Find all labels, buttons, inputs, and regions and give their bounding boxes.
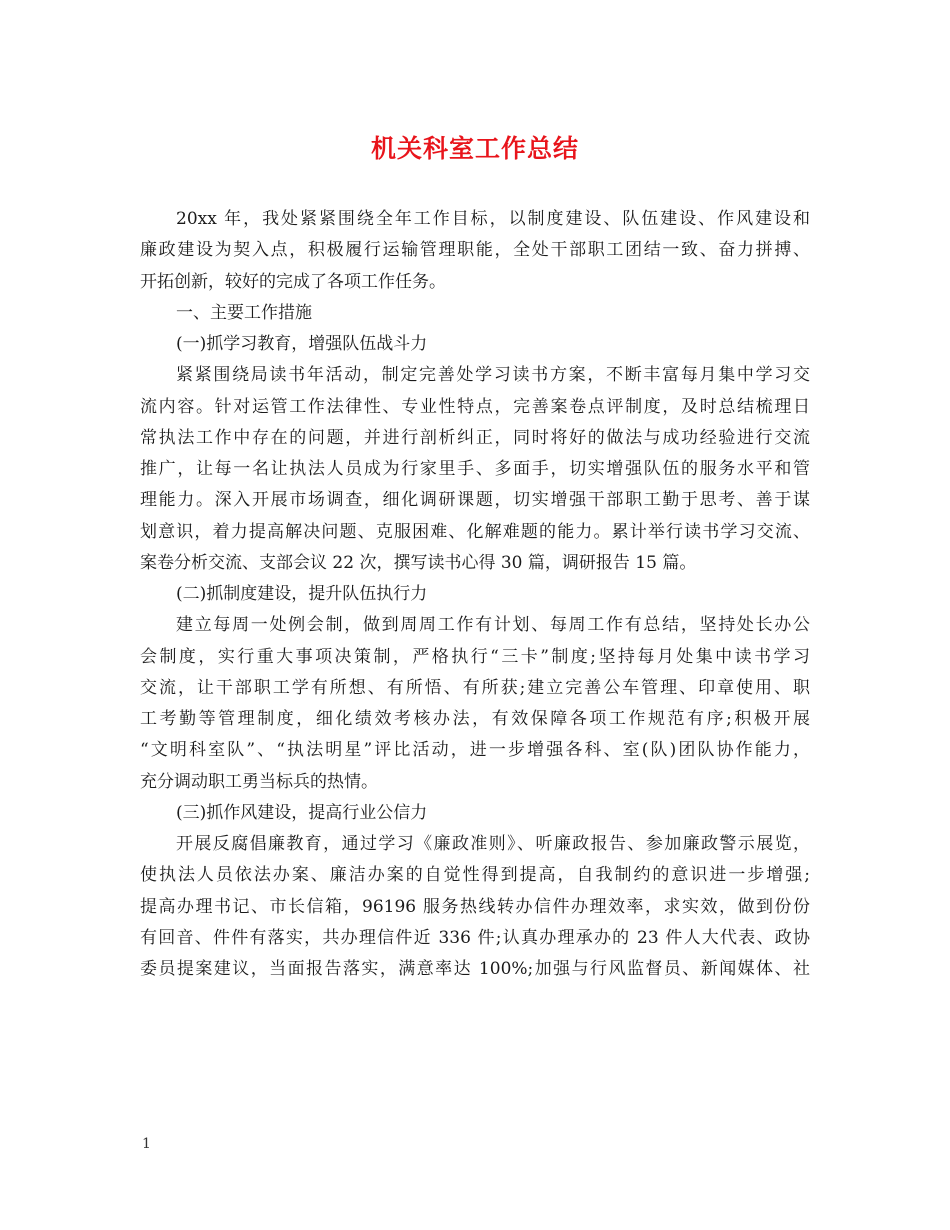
text-line: (三)抓作风建设，提高行业公信力 — [176, 802, 428, 823]
document-body — [140, 204, 810, 985]
text-line: 廉政建设为契入点，积极履行运输管理职能，全处干部职工团结一致、奋力拼搏、 — [140, 240, 810, 261]
text-line: 使执法人员依法办案、廉洁办案的自觉性得到提高，自我制约的意识进一步增强; — [140, 865, 810, 886]
page-number: 1 — [142, 1136, 151, 1152]
text-line: 流内容。针对运管工作法律性、专业性特点，完善案卷点评制度，及时总结梳理日 — [140, 396, 810, 417]
text-line: “文明科室队”、“执法明星”评比活动，进一步增强各科、室(队)团队协作能力， — [140, 740, 810, 761]
text-line: 提高办理书记、市长信箱，96196 服务热线转办信件办理效率，求实效，做到份份 — [140, 896, 810, 917]
text-line: 一、主要工作措施 — [176, 302, 312, 323]
text-line: 开拓创新，较好的完成了各项工作任务。 — [140, 271, 446, 292]
text-line: 20xx 年，我处紧紧围绕全年工作目标，以制度建设、队伍建设、作风建设和 — [176, 209, 810, 229]
text-line: (一)抓学习教育，增强队伍战斗力 — [176, 334, 428, 354]
text-line: 委员提案建议，当面报告落实，满意率达 100%;加强与行风监督员、新闻媒体、社 — [140, 959, 810, 979]
text-line: 充分调动职工勇当标兵的热情。 — [140, 771, 378, 792]
text-line: (二)抓制度建设，提升队伍执行力 — [176, 584, 428, 604]
text-line: 有回音、件件有落实，共办理信件近 336 件;认真办理承办的 23 件人大代表、政协 — [140, 927, 810, 948]
text-line: 理能力。深入开展市场调查，细化调研课题，切实增强干部职工勤于思考、善于谋 — [140, 490, 810, 511]
text-line: 交流，让干部职工学有所想、有所悟、有所获;建立完善公车管理、印章使用、职 — [140, 677, 810, 698]
text-line: 会制度，实行重大事项决策制，严格执行“三卡”制度;坚持每月处集中读书学习 — [140, 646, 810, 667]
text-line: 紧紧围绕局读书年活动，制定完善处学习读书方案，不断丰富每月集中学习交 — [176, 365, 810, 386]
text-line: 划意识，着力提高解决问题、克服困难、化解难题的能力。累计举行读书学习交流、 — [140, 521, 810, 542]
text-line: 工考勤等管理制度，细化绩效考核办法，有效保障各项工作规范有序;积极开展 — [140, 709, 810, 729]
text-line: 建立每周一处例会制，做到周周工作有计划、每周工作有总结，坚持处长办公 — [176, 615, 810, 636]
text-line: 案卷分析交流、支部会议 22 次，撰写读书心得 30 篇，调研报告 15 篇。 — [140, 552, 697, 573]
document-title: 机关科室工作总结 — [370, 134, 579, 163]
text-line: 推广，让每一名让执法人员成为行家里手、多面手，切实增强队伍的服务水平和管 — [140, 459, 810, 479]
text-line: 开展反腐倡廉教育，通过学习《廉政准则》、听廉政报告、参加廉政警示展览， — [176, 834, 810, 854]
text-line: 常执法工作中存在的问题，并进行剖析纠正，同时将好的做法与成功经验进行交流 — [140, 427, 810, 448]
